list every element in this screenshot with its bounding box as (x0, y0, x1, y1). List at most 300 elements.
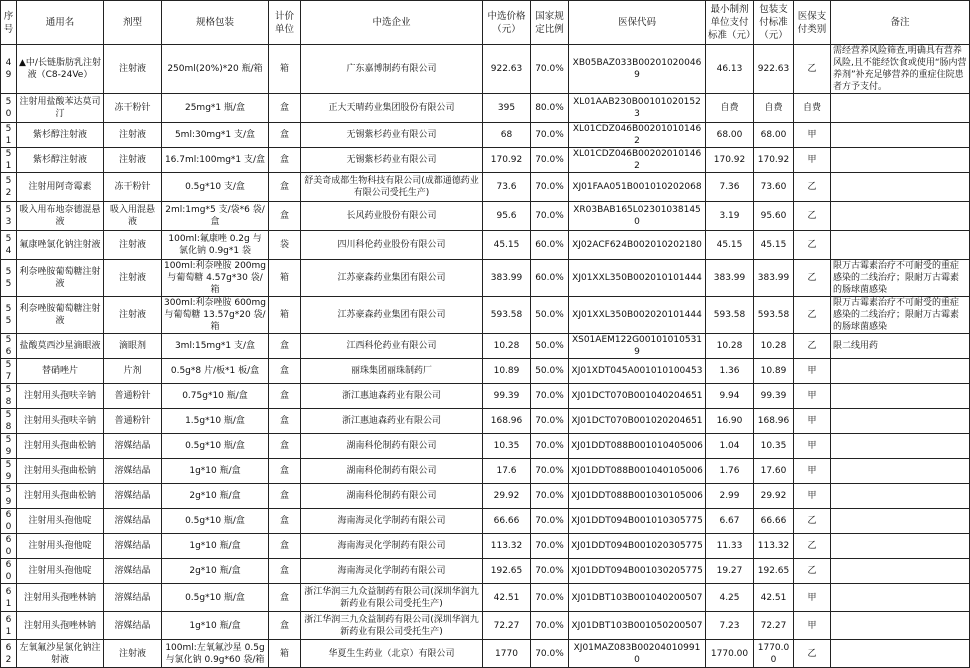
cell-cat: 乙 (794, 640, 831, 668)
cell-spec: 0.5g*10 瓶/盒 (162, 509, 269, 534)
table-row (1, 484, 970, 509)
header-col-price: 中选价格（元） (483, 1, 531, 45)
cell-unit-std: 1.76 (706, 459, 754, 484)
cell-cat: 甲 (794, 123, 831, 148)
cell-name: 注射用阿奇霉素 (17, 173, 104, 202)
cell-company: 四川科伦药业股份有限公司 (301, 231, 483, 260)
cell-code: XJ01DCT070B001020204651 (569, 409, 706, 434)
cell-cat: 乙 (794, 173, 831, 202)
cell-note (831, 509, 970, 534)
table-row (1, 94, 970, 123)
cell-name: 注射用头孢曲松钠 (17, 434, 104, 459)
cell-note (831, 202, 970, 231)
cell-pack-std: 593.58 (754, 297, 794, 334)
cell-price: 593.58 (483, 297, 531, 334)
table-row (1, 384, 970, 409)
cell-unit: 盒 (269, 384, 301, 409)
header-col-unit-std: 最小制剂单位支付标准（元） (706, 1, 754, 45)
cell-form: 溶媒结晶 (104, 459, 162, 484)
cell-no: 49 (1, 45, 17, 94)
cell-code: XJ01DCT070B001040204651 (569, 384, 706, 409)
cell-spec: 100ml:氟康唑 0.2g 与氯化钠 0.9g*1 袋 (162, 231, 269, 260)
cell-form: 注射液 (104, 231, 162, 260)
cell-cat: 甲 (794, 459, 831, 484)
cell-cat: 乙 (794, 202, 831, 231)
cell-no: 61 (1, 612, 17, 640)
cell-company: 江苏豪森药业集团有限公司 (301, 260, 483, 297)
cell-form: 冻干粉针 (104, 94, 162, 123)
cell-form: 注射液 (104, 260, 162, 297)
cell-no: 59 (1, 484, 17, 509)
cell-pack-std: 922.63 (754, 45, 794, 94)
cell-name: 左氧氟沙星氯化钠注射液 (17, 640, 104, 668)
cell-note (831, 584, 970, 612)
table-row (1, 534, 970, 559)
cell-price: 29.92 (483, 484, 531, 509)
header-col-no: 序号 (1, 1, 17, 45)
cell-spec: 300ml:利奈唑胺 600mg 与葡萄糖 13.57g*20 袋/箱 (162, 297, 269, 334)
cell-price: 99.39 (483, 384, 531, 409)
cell-form: 注射液 (104, 45, 162, 94)
cell-form: 注射液 (104, 297, 162, 334)
cell-code: XJ01DBT103B001040200507 (569, 584, 706, 612)
cell-price: 113.32 (483, 534, 531, 559)
cell-pack-std: 自费 (754, 94, 794, 123)
cell-pack-std: 68.00 (754, 123, 794, 148)
cell-cat: 乙 (794, 334, 831, 359)
cell-price: 45.15 (483, 231, 531, 260)
header-row (1, 1, 970, 45)
cell-no: 60 (1, 534, 17, 559)
cell-no: 60 (1, 559, 17, 584)
header-col-spec: 规格包装 (162, 1, 269, 45)
cell-cat: 甲 (794, 384, 831, 409)
cell-cat: 甲 (794, 409, 831, 434)
cell-name: ▲中/长链脂肪乳注射液（C8-24Ve） (17, 45, 104, 94)
cell-price: 68 (483, 123, 531, 148)
table-row (1, 559, 970, 584)
cell-note (831, 409, 970, 434)
cell-cat: 甲 (794, 584, 831, 612)
cell-pack-std: 10.28 (754, 334, 794, 359)
cell-company: 海南海灵化学制药有限公司 (301, 509, 483, 534)
cell-note (831, 534, 970, 559)
cell-ratio: 70.0% (531, 173, 569, 202)
cell-unit: 盒 (269, 612, 301, 640)
cell-note (831, 612, 970, 640)
cell-pack-std: 1770.00 (754, 640, 794, 668)
cell-spec: 250ml(20%)*20 瓶/箱 (162, 45, 269, 94)
cell-spec: 0.5g*10 瓶/盒 (162, 584, 269, 612)
cell-note: 需经营养风险筛查,明确具有营养风险,且不能经饮食或使用“肠内营养剂”补充足够营养的重症住院患者方予支付。 (831, 45, 970, 94)
cell-no: 54 (1, 231, 17, 260)
cell-code: XL01CDZ046B002010101462 (569, 123, 706, 148)
cell-cat: 乙 (794, 509, 831, 534)
cell-price: 66.66 (483, 509, 531, 534)
cell-pack-std: 113.32 (754, 534, 794, 559)
cell-spec: 3ml:15mg*1 支/盒 (162, 334, 269, 359)
cell-ratio: 70.0% (531, 45, 569, 94)
cell-cat: 乙 (794, 297, 831, 334)
cell-company: 浙江华润三九众益制药有限公司(深圳华润九新药业有限公司受托生产) (301, 612, 483, 640)
cell-spec: 100ml:左氧氟沙星 0.5g与氯化钠 0.9g*60 袋/箱 (162, 640, 269, 668)
table-row (1, 612, 970, 640)
cell-note (831, 434, 970, 459)
cell-form: 吸入用混悬液 (104, 202, 162, 231)
cell-code: XJ01DBT103B001050200507 (569, 612, 706, 640)
cell-unit: 盒 (269, 202, 301, 231)
cell-ratio: 70.0% (531, 123, 569, 148)
table-row (1, 297, 970, 334)
cell-ratio: 70.0% (531, 434, 569, 459)
cell-unit: 箱 (269, 260, 301, 297)
cell-no: 50 (1, 94, 17, 123)
cell-no: 61 (1, 584, 17, 612)
cell-name: 氟康唑氯化钠注射液 (17, 231, 104, 260)
cell-cat: 乙 (794, 260, 831, 297)
cell-no: 62 (1, 640, 17, 668)
cell-name: 利奈唑胺葡萄糖注射液 (17, 297, 104, 334)
cell-ratio: 70.0% (531, 559, 569, 584)
cell-company: 正大天晴药业集团股份有限公司 (301, 94, 483, 123)
table-row (1, 231, 970, 260)
cell-note (831, 123, 970, 148)
cell-code: XJ01XXL350B002020101444 (569, 297, 706, 334)
table-row (1, 260, 970, 297)
cell-code: XJ01DDT094B001010305775 (569, 509, 706, 534)
cell-unit-std: 10.28 (706, 334, 754, 359)
cell-unit: 盒 (269, 509, 301, 534)
table-row (1, 334, 970, 359)
cell-form: 溶媒结晶 (104, 612, 162, 640)
cell-ratio: 60.0% (531, 231, 569, 260)
table-row (1, 202, 970, 231)
cell-pack-std: 45.15 (754, 231, 794, 260)
cell-form: 溶媒结晶 (104, 484, 162, 509)
cell-unit-std: 2.99 (706, 484, 754, 509)
cell-code: XR03BAB165L023010381450 (569, 202, 706, 231)
cell-price: 17.6 (483, 459, 531, 484)
cell-form: 冻干粉针 (104, 173, 162, 202)
cell-name: 注射用头孢他啶 (17, 559, 104, 584)
cell-unit-std: 68.00 (706, 123, 754, 148)
cell-pack-std: 73.60 (754, 173, 794, 202)
cell-unit: 袋 (269, 231, 301, 260)
cell-form: 滴眼剂 (104, 334, 162, 359)
cell-ratio: 70.0% (531, 459, 569, 484)
cell-code: XJ01DDT088B001030105006 (569, 484, 706, 509)
cell-code: XJ01DDT094B001020305775 (569, 534, 706, 559)
cell-unit-std: 19.27 (706, 559, 754, 584)
table-row (1, 640, 970, 668)
cell-company: 丽珠集团丽珠制药厂 (301, 359, 483, 384)
header-col-note: 备注 (831, 1, 970, 45)
cell-spec: 25mg*1 瓶/盒 (162, 94, 269, 123)
table-row (1, 123, 970, 148)
cell-name: 注射用头孢唑林钠 (17, 584, 104, 612)
table-row (1, 45, 970, 94)
cell-company: 无锡紫杉药业有限公司 (301, 123, 483, 148)
cell-pack-std: 17.60 (754, 459, 794, 484)
cell-cat: 甲 (794, 359, 831, 384)
cell-note (831, 559, 970, 584)
cell-company: 长风药业股份有限公司 (301, 202, 483, 231)
cell-ratio: 70.0% (531, 484, 569, 509)
cell-price: 395 (483, 94, 531, 123)
cell-code: XB05BAZ033B002010200469 (569, 45, 706, 94)
cell-unit: 盒 (269, 459, 301, 484)
cell-code: XJ01FAA051B001010202068 (569, 173, 706, 202)
cell-unit-std: 383.99 (706, 260, 754, 297)
cell-company: 浙江惠迪森药业有限公司 (301, 409, 483, 434)
cell-name: 替硝唑片 (17, 359, 104, 384)
cell-name: 注射用头孢呋辛钠 (17, 409, 104, 434)
cell-no: 57 (1, 359, 17, 384)
cell-ratio: 60.0% (531, 260, 569, 297)
cell-name: 注射用头孢他啶 (17, 534, 104, 559)
cell-spec: 0.5g*10 瓶/盒 (162, 434, 269, 459)
cell-name: 紫杉醇注射液 (17, 123, 104, 148)
cell-no: 58 (1, 409, 17, 434)
cell-ratio: 70.0% (531, 612, 569, 640)
cell-form: 片剂 (104, 359, 162, 384)
header-col-code: 医保代码 (569, 1, 706, 45)
table-row (1, 434, 970, 459)
cell-cat: 甲 (794, 612, 831, 640)
cell-ratio: 70.0% (531, 534, 569, 559)
cell-note: 限二线用药 (831, 334, 970, 359)
cell-unit-std: 9.94 (706, 384, 754, 409)
cell-form: 溶媒结晶 (104, 509, 162, 534)
cell-price: 170.92 (483, 148, 531, 173)
cell-company: 海南海灵化学制药有限公司 (301, 559, 483, 584)
cell-pack-std: 10.35 (754, 434, 794, 459)
cell-company: 海南海灵化学制药有限公司 (301, 534, 483, 559)
header-col-pack-std: 包装支付标准（元） (754, 1, 794, 45)
cell-company: 浙江惠迪森药业有限公司 (301, 384, 483, 409)
cell-spec: 0.5g*10 支/盒 (162, 173, 269, 202)
table-row (1, 148, 970, 173)
cell-company: 无锡紫杉药业有限公司 (301, 148, 483, 173)
cell-pack-std: 42.51 (754, 584, 794, 612)
cell-company: 湖南科伦制药有限公司 (301, 484, 483, 509)
cell-unit: 盒 (269, 173, 301, 202)
cell-name: 注射用头孢呋辛钠 (17, 384, 104, 409)
cell-spec: 0.75g*10 瓶/盒 (162, 384, 269, 409)
cell-spec: 1.5g*10 瓶/盒 (162, 409, 269, 434)
cell-note (831, 384, 970, 409)
cell-form: 注射液 (104, 148, 162, 173)
cell-unit-std: 3.19 (706, 202, 754, 231)
table-row (1, 509, 970, 534)
cell-unit-std: 45.15 (706, 231, 754, 260)
cell-no: 58 (1, 384, 17, 409)
cell-name: 盐酸莫西沙星滴眼液 (17, 334, 104, 359)
cell-note (831, 359, 970, 384)
header-col-company: 中选企业 (301, 1, 483, 45)
cell-cat: 乙 (794, 559, 831, 584)
cell-price: 192.65 (483, 559, 531, 584)
cell-unit-std: 7.23 (706, 612, 754, 640)
cell-no: 59 (1, 434, 17, 459)
cell-spec: 1g*10 瓶/盒 (162, 459, 269, 484)
cell-unit: 盒 (269, 334, 301, 359)
cell-price: 922.63 (483, 45, 531, 94)
cell-unit-std: 自费 (706, 94, 754, 123)
cell-unit-std: 4.25 (706, 584, 754, 612)
cell-code: XL01AAB230B001010201523 (569, 94, 706, 123)
cell-unit: 盒 (269, 123, 301, 148)
cell-form: 注射液 (104, 640, 162, 668)
cell-no: 56 (1, 334, 17, 359)
cell-cat: 乙 (794, 45, 831, 94)
cell-code: XJ01XXL350B002010101444 (569, 260, 706, 297)
cell-no: 60 (1, 509, 17, 534)
cell-no: 55 (1, 260, 17, 297)
cell-code: XL01CDZ046B002020101462 (569, 148, 706, 173)
cell-unit-std: 170.92 (706, 148, 754, 173)
table-row (1, 459, 970, 484)
cell-company: 湖南科伦制药有限公司 (301, 459, 483, 484)
table-row (1, 584, 970, 612)
cell-pack-std: 66.66 (754, 509, 794, 534)
cell-company: 湖南科伦制药有限公司 (301, 434, 483, 459)
cell-company: 江苏豪森药业集团有限公司 (301, 297, 483, 334)
cell-unit: 箱 (269, 640, 301, 668)
cell-code: XJ02ACF624B002010202180 (569, 231, 706, 260)
cell-unit: 盒 (269, 94, 301, 123)
cell-spec: 5ml:30mg*1 支/盒 (162, 123, 269, 148)
cell-ratio: 50.0% (531, 297, 569, 334)
cell-no: 51 (1, 123, 17, 148)
cell-cat: 乙 (794, 231, 831, 260)
cell-unit: 盒 (269, 584, 301, 612)
cell-unit: 盒 (269, 484, 301, 509)
cell-name: 紫杉醇注射液 (17, 148, 104, 173)
cell-spec: 1g*10 瓶/盒 (162, 612, 269, 640)
cell-price: 42.51 (483, 584, 531, 612)
cell-pack-std: 192.65 (754, 559, 794, 584)
cell-code: XS01AEM122G001010105319 (569, 334, 706, 359)
cell-form: 溶媒结晶 (104, 559, 162, 584)
cell-unit-std: 7.36 (706, 173, 754, 202)
cell-price: 10.89 (483, 359, 531, 384)
cell-no: 55 (1, 297, 17, 334)
header-col-unit: 计价单位 (269, 1, 301, 45)
cell-pack-std: 10.89 (754, 359, 794, 384)
cell-name: 注射用盐酸苯达莫司汀 (17, 94, 104, 123)
cell-unit: 盒 (269, 559, 301, 584)
cell-price: 383.99 (483, 260, 531, 297)
cell-unit-std: 6.67 (706, 509, 754, 534)
cell-unit-std: 1.36 (706, 359, 754, 384)
cell-unit: 盒 (269, 148, 301, 173)
table-row (1, 359, 970, 384)
cell-price: 73.6 (483, 173, 531, 202)
cell-unit-std: 1770.00 (706, 640, 754, 668)
cell-code: XJ01DDT094B001030205775 (569, 559, 706, 584)
cell-pack-std: 72.27 (754, 612, 794, 640)
cell-unit: 箱 (269, 297, 301, 334)
cell-unit: 盒 (269, 534, 301, 559)
cell-unit: 盒 (269, 409, 301, 434)
cell-ratio: 70.0% (531, 509, 569, 534)
cell-code: XJ01DDT088B001010405006 (569, 434, 706, 459)
cell-no: 52 (1, 173, 17, 202)
cell-price: 72.27 (483, 612, 531, 640)
cell-ratio: 80.0% (531, 94, 569, 123)
cell-price: 168.96 (483, 409, 531, 434)
header-col-form: 剂型 (104, 1, 162, 45)
cell-price: 10.28 (483, 334, 531, 359)
cell-code: XJ01DDT088B001040105006 (569, 459, 706, 484)
cell-unit: 盒 (269, 434, 301, 459)
cell-unit-std: 1.04 (706, 434, 754, 459)
cell-price: 95.6 (483, 202, 531, 231)
cell-spec: 16.7ml:100mg*1 支/盒 (162, 148, 269, 173)
cell-name: 吸入用布地奈德混悬液 (17, 202, 104, 231)
cell-name: 注射用头孢曲松钠 (17, 484, 104, 509)
cell-form: 普通粉针 (104, 409, 162, 434)
table-row (1, 409, 970, 434)
cell-name: 注射用头孢他啶 (17, 509, 104, 534)
cell-company: 舒美奇成都生物科技有限公司(成都通德药业有限公司受托生产) (301, 173, 483, 202)
cell-note: 限万古霉素治疗不可耐受的重症感染的二线治疗；限耐万古霉素的肠球菌感染 (831, 297, 970, 334)
cell-price: 1770 (483, 640, 531, 668)
cell-no: 51 (1, 148, 17, 173)
cell-unit: 盒 (269, 359, 301, 384)
cell-company: 广东嘉博制药有限公司 (301, 45, 483, 94)
cell-company: 浙江华润三九众益制药有限公司(深圳华润九新药业有限公司受托生产) (301, 584, 483, 612)
cell-unit-std: 11.33 (706, 534, 754, 559)
cell-cat: 自费 (794, 94, 831, 123)
cell-form: 普通粉针 (104, 384, 162, 409)
cell-pack-std: 168.96 (754, 409, 794, 434)
cell-note (831, 94, 970, 123)
cell-spec: 2g*10 瓶/盒 (162, 559, 269, 584)
table-row (1, 173, 970, 202)
cell-cat: 甲 (794, 148, 831, 173)
cell-name: 利奈唑胺葡萄糖注射液 (17, 260, 104, 297)
cell-note (831, 173, 970, 202)
cell-ratio: 70.0% (531, 148, 569, 173)
cell-name: 注射用头孢唑林钠 (17, 612, 104, 640)
cell-ratio: 70.0% (531, 584, 569, 612)
cell-ratio: 50.0% (531, 359, 569, 384)
cell-pack-std: 383.99 (754, 260, 794, 297)
header-col-name: 通用名 (17, 1, 104, 45)
cell-name: 注射用头孢曲松钠 (17, 459, 104, 484)
cell-spec: 2g*10 瓶/盒 (162, 484, 269, 509)
cell-cat: 甲 (794, 434, 831, 459)
cell-unit-std: 16.90 (706, 409, 754, 434)
cell-company: 华夏生生药业（北京）有限公司 (301, 640, 483, 668)
header-col-ratio: 国家规定比例 (531, 1, 569, 45)
cell-pack-std: 170.92 (754, 148, 794, 173)
cell-pack-std: 29.92 (754, 484, 794, 509)
cell-form: 溶媒结晶 (104, 584, 162, 612)
cell-unit: 箱 (269, 45, 301, 94)
cell-spec: 2ml:1mg*5 支/袋*6 袋/盒 (162, 202, 269, 231)
cell-ratio: 50.0% (531, 334, 569, 359)
cell-spec: 0.5g*8 片/板*1 板/盒 (162, 359, 269, 384)
cell-ratio: 70.0% (531, 640, 569, 668)
cell-spec: 100ml:利奈唑胺 200mg与葡萄糖 4.57g*30 袋/箱 (162, 260, 269, 297)
cell-code: XJ01XDT045A001010100453 (569, 359, 706, 384)
cell-price: 10.35 (483, 434, 531, 459)
cell-unit-std: 593.58 (706, 297, 754, 334)
cell-form: 注射液 (104, 123, 162, 148)
